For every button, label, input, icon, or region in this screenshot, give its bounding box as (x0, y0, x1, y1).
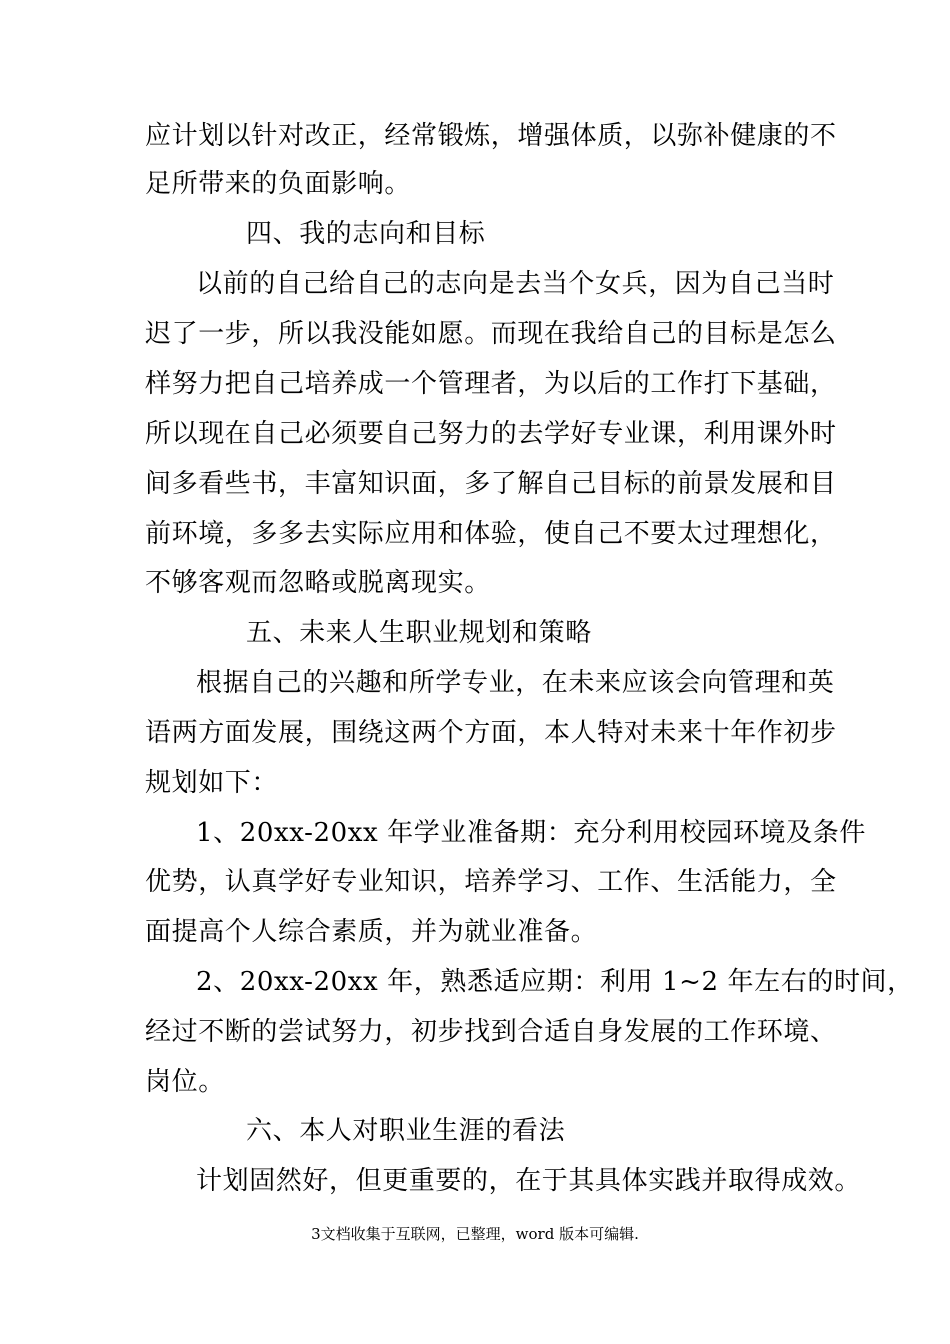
paragraph-line: 规划如下： (145, 768, 279, 798)
paragraph-line: 应计划以针对改正，经常锻炼，增强体质，以弥补健康的不 (145, 121, 837, 151)
paragraph-line: 不够客观而忽略或脱离现实。 (145, 568, 491, 598)
paragraph-line: 间多看些书，丰富知识面，多了解自己目标的前景发展和目 (145, 469, 837, 499)
section-heading: 六、本人对职业生涯的看法 (246, 1116, 566, 1146)
list-item-line: 2、20xx-20xx 年，熟悉适应期：利用 1~2 年左右的时间， (196, 967, 914, 997)
list-item-line: 面提高个人综合素质，并为就业准备。 (145, 917, 598, 947)
paragraph-line: 样努力把自己培养成一个管理者，为以后的工作打下基础， (145, 369, 837, 399)
paragraph-line: 根据自己的兴趣和所学专业，在未来应该会向管理和英 (196, 668, 835, 698)
paragraph-line: 足所带来的负面影响。 (145, 169, 412, 199)
paragraph-line: 以前的自己给自己的志向是去当个女兵，因为自己当时 (196, 269, 835, 299)
paragraph-line: 所以现在自己必须要自己努力的去学好专业课，利用课外时 (145, 419, 837, 449)
list-item-line: 1、20xx-20xx 年学业准备期：充分利用校园环境及条件 (196, 818, 866, 848)
paragraph-line: 计划固然好，但更重要的，在于其具体实践并取得成效。 (196, 1166, 862, 1196)
paragraph-line: 迟了一步，所以我没能如愿。而现在我给自己的目标是怎么 (145, 319, 837, 349)
section-heading: 五、未来人生职业规划和策略 (246, 618, 592, 648)
section-heading: 四、我的志向和目标 (246, 219, 486, 249)
paragraph-line: 语两方面发展，围绕这两个方面，本人特对未来十年作初步 (145, 718, 837, 748)
page-footer: 3文档收集于互联网，已整理，word 版本可编辑. (311, 1225, 639, 1243)
list-item-line: 岗位。 (145, 1067, 225, 1097)
list-item-line: 优势，认真学好专业知识，培养学习、工作、生活能力，全 (145, 867, 837, 897)
paragraph-line: 前环境，多多去实际应用和体验，使自己不要太过理想化， (145, 519, 837, 549)
list-item-line: 经过不断的尝试努力，初步找到合适自身发展的工作环境、 (145, 1017, 837, 1047)
